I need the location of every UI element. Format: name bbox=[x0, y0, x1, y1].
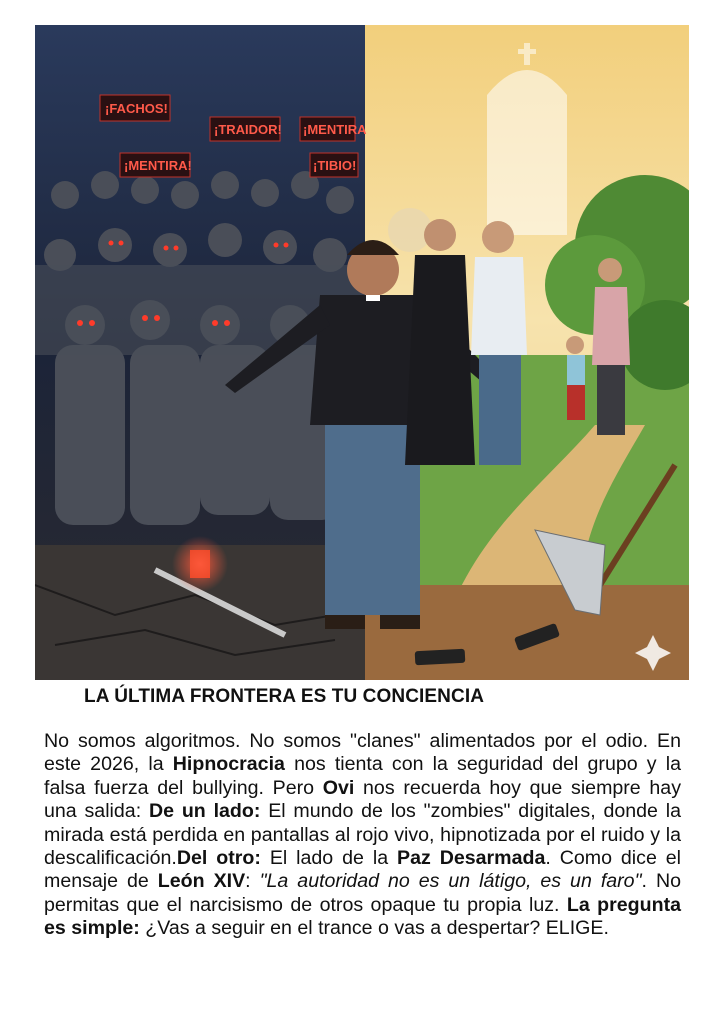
page-heading: LA ÚLTIMA FRONTERA ES TU CONCIENCIA bbox=[84, 686, 485, 707]
split-scene-illustration bbox=[35, 25, 689, 680]
sign-text: ¡FACHOS! bbox=[105, 101, 168, 116]
sign-text: ¡MENTIRA! bbox=[124, 158, 192, 173]
sign-text: ¡TRAIDOR! bbox=[214, 122, 282, 137]
sign-text: ¡TIBIO! bbox=[313, 158, 357, 173]
sign-text: ¡MENTIRA bbox=[303, 122, 367, 137]
body-paragraph: No somos algoritmos. No somos "clanes" alimentados por el odio. En este 2026, la Hipnocracia nos tienta con la seguridad del grupo y la falsa fuerza del bullying. Pero Ovi nos recuerda hoy que siempre hay una salida: De un lado: El mundo de los "zombies" digitales, donde la mirada está perdida en pantallas al rojo vivo, hipnotizada por el ruido y la descalificación.Del otro: El lado de la Paz Desarmada. Como dice el mensaje de León XIV: "La autoridad no es un látigo, es un faro". No permitas que el narcisismo de otros opaque tu propia luz. La pregunta es simple: ¿Vas a seguir en el trance o vas a despertar? ELIGE. bbox=[44, 730, 682, 940]
